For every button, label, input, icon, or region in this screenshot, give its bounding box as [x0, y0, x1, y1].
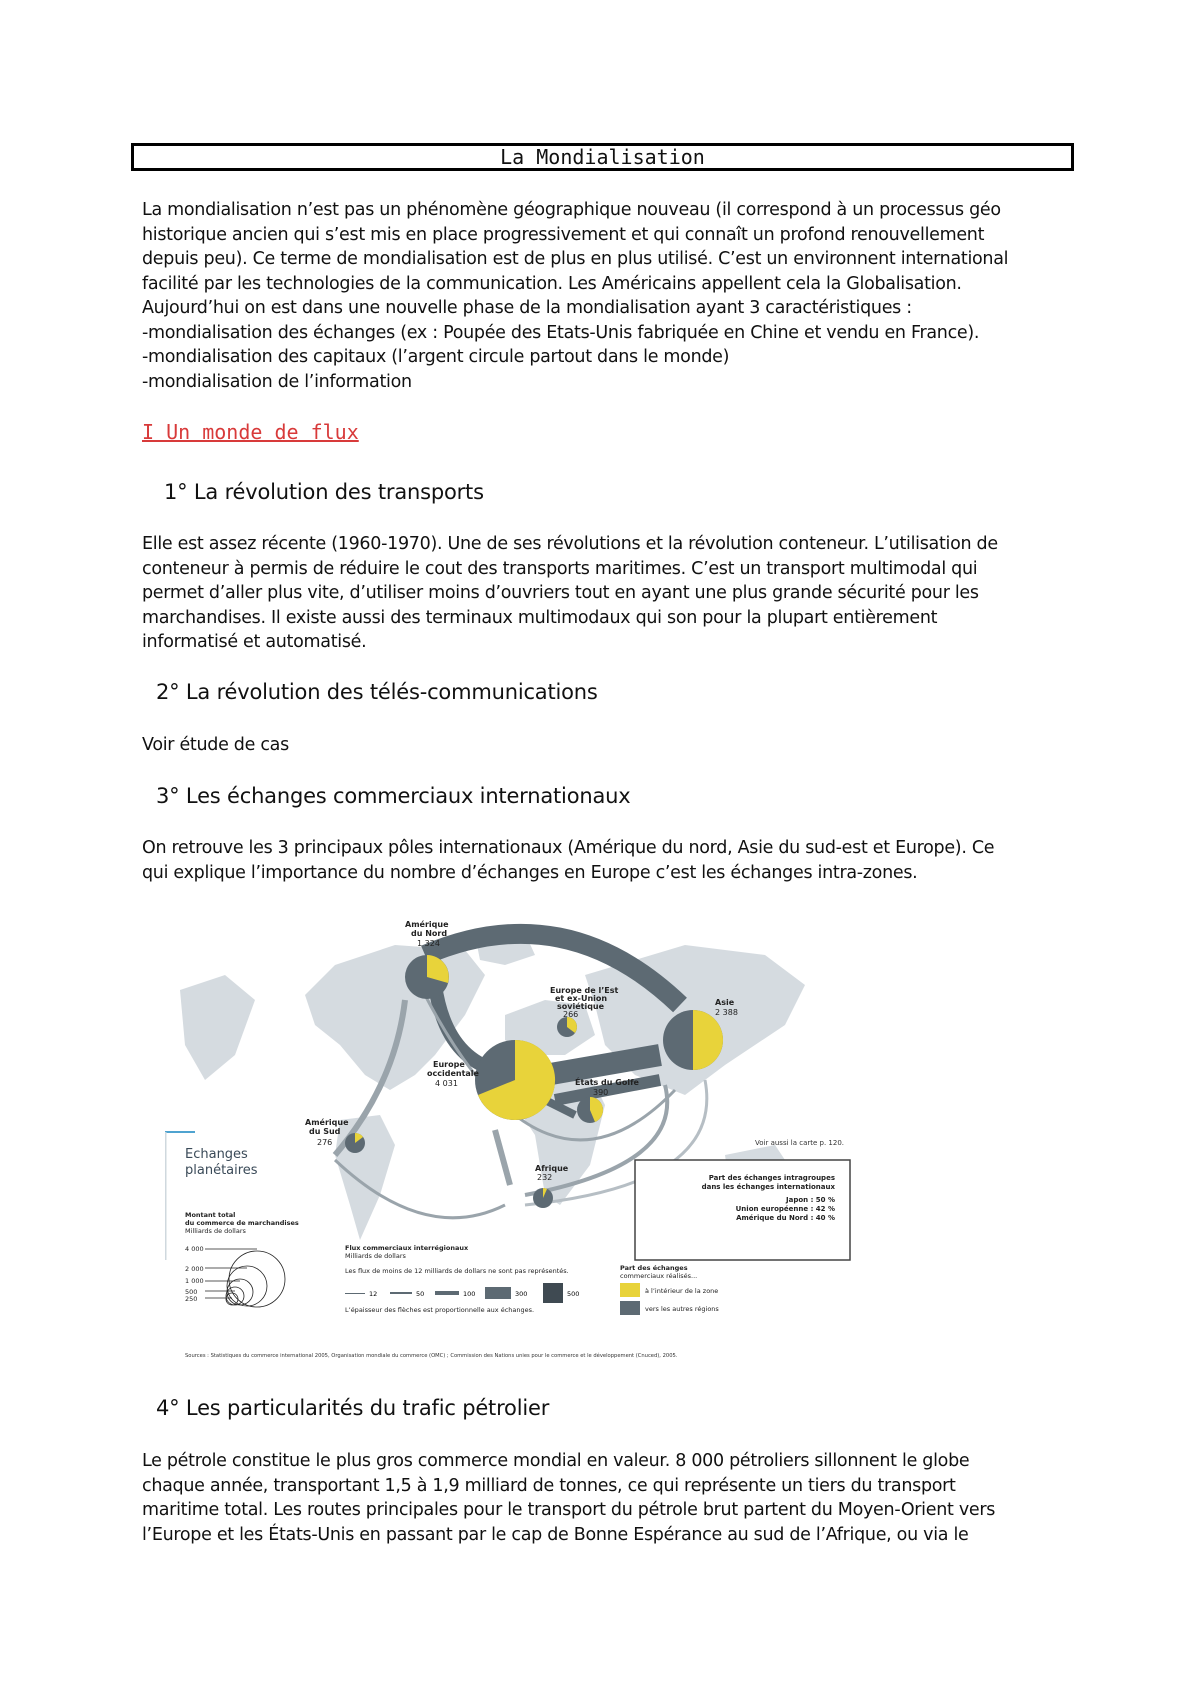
value-easteurope: 266: [563, 1010, 579, 1019]
map-title-line1: Echanges: [185, 1147, 248, 1162]
pie-gulf: [577, 1097, 603, 1123]
flow-europe-africa: [495, 1130, 510, 1185]
text-line: Aujourd’hui on est dans une nouvelle phase de la mondialisation ayant 3 caractéristiques :: [142, 298, 912, 318]
land-south-america: [335, 1115, 395, 1240]
transports-paragraph: [142, 532, 1072, 655]
text-line: -mondialisation des capitaux (l’argent circule partout dans le monde): [142, 347, 730, 367]
map-title-line2: planétaires: [185, 1163, 258, 1178]
flux-scale-50: 50: [416, 1290, 425, 1298]
value-asia: 2 388: [715, 1008, 738, 1017]
share-inside-label: à l’intérieur de la zone: [645, 1287, 719, 1295]
text-line: historique ancien qui s’est mis en place progressivement et qui connaît un profond renouvellement: [142, 224, 985, 245]
share-legend: [620, 1264, 719, 1315]
flux-scale: [345, 1283, 579, 1303]
text-line: marchandises. Il existe aussi des terminaux multimodaux qui son pour la plupart entièrement: [142, 607, 938, 628]
text-line: qui explique l’importance du nombre d’échanges en Europe c’est les échanges intra-zones.: [142, 862, 918, 883]
text-line: chaque année, transportant 1,5 à 1,9 milliard de tonnes, ce qui représente un tiers du transport: [142, 1475, 956, 1496]
intro-paragraph: [142, 198, 1072, 394]
pie-africa: [533, 1188, 553, 1208]
pie-asia: [663, 1010, 723, 1070]
intragroup-japon: Japon : 50 %: [786, 1196, 835, 1204]
text-line: Le pétrole constitue le plus gros commerce mondial en valeur. 8 000 pétroliers sillonnent le globe: [142, 1451, 970, 1471]
label-southamerica-1: Amérique: [305, 1118, 349, 1127]
total-unit: Milliards de dollars: [185, 1227, 246, 1235]
scale-500: 500: [185, 1288, 198, 1296]
echanges-paragraph: [142, 836, 1072, 885]
text-line: On retrouve les 3 principaux pôles internationaux (Amérique du nord, Asie du sud-est et Europe). Ce: [142, 838, 995, 858]
text-line: informatisé et automatisé.: [142, 632, 367, 652]
telecom-paragraph: [142, 733, 1072, 758]
flux-title: Flux commerciaux interrégionaux: [345, 1244, 469, 1252]
label-westerneurope-1: Europe: [433, 1060, 465, 1069]
total-legend: [185, 1211, 299, 1303]
text-line: l’Europe et les États-Unis en passant par le cap de Bonne Espérance au sud de l’Afrique, ou via le: [142, 1524, 969, 1545]
text-line: La mondialisation n’est pas un phénomène géographique nouveau (il correspond à un processus géo: [142, 200, 1001, 220]
scale-4000: 4 000: [185, 1245, 204, 1253]
value-northamerica: 1 324: [417, 939, 440, 948]
text-line: depuis peu). Ce terme de mondialisation est de plus en plus utilisé. C’est un environnent international: [142, 249, 1009, 269]
trade-flow-map: [165, 905, 865, 1370]
flux-note: Les flux de moins de 12 milliards de dollars ne sont pas représentés.: [345, 1267, 569, 1275]
value-gulf: 390: [593, 1088, 609, 1097]
share-other-label: vers les autres régions: [645, 1305, 719, 1313]
section-title: I Un monde de flux: [142, 420, 359, 444]
flux-legend: [345, 1244, 569, 1314]
swatch-inside: [620, 1283, 640, 1297]
map-source: Sources : Statistiques du commerce international 2005, Organisation mondiale du commerce (OMC) ; Commission des Nations unies pour le commerce et le développement (Cnuced), 2005.: [185, 1353, 678, 1359]
total-title-2: du commerce de marchandises: [185, 1219, 299, 1227]
petrole-paragraph: [142, 1449, 1072, 1547]
subsection-title-telecom: 2° La révolution des télés-communications: [156, 680, 598, 704]
land-far-west: [180, 975, 255, 1080]
pie-northamerica: [405, 955, 449, 999]
label-westerneurope-2: occidentale: [427, 1069, 479, 1078]
total-title-1: Montant total: [185, 1211, 236, 1219]
subsection-title-transports: 1° La révolution des transports: [164, 480, 484, 504]
label-gulf: États du Golfe: [575, 1078, 639, 1087]
subsection-title-petrole: 4° Les particularités du trafic pétrolier: [156, 1396, 550, 1420]
intragroup-title-2: dans les échanges internationaux: [701, 1183, 835, 1191]
document-title: La Mondialisation: [131, 143, 1074, 171]
text-line: permet d’aller plus vite, d’utiliser moins d’ouvriers tout en ayant une plus grande sécurité pour les: [142, 583, 979, 603]
scale-1000: 1 000: [185, 1277, 204, 1285]
flux-scale-500: 500: [567, 1290, 580, 1298]
intragroup-na: Amérique du Nord : 40 %: [736, 1214, 835, 1222]
label-northamerica-1: Amérique: [405, 920, 449, 929]
label-asia: Asie: [715, 998, 735, 1007]
flux-scale-300: 300: [515, 1290, 528, 1298]
intragroup-ue: Union européenne : 42 %: [735, 1205, 835, 1213]
value-southamerica: 276: [317, 1138, 333, 1147]
share-title-1: Part des échanges: [620, 1264, 688, 1272]
pie-westerneurope: [475, 1040, 555, 1120]
text-line: -mondialisation des échanges (ex : Poupée des Etats-Unis fabriquée en Chine et vendu en France).: [142, 322, 980, 343]
label-easteurope-1: Europe de l’Est: [550, 986, 619, 995]
label-easteurope-2: et ex-Union: [555, 994, 608, 1003]
flux-unit: Milliards de dollars: [345, 1252, 406, 1260]
label-southamerica-2: du Sud: [309, 1127, 341, 1136]
text-line: Voir étude de cas: [142, 735, 289, 755]
intragroup-title-1: Part des échanges intragroupes: [708, 1174, 835, 1182]
total-circles: [205, 1249, 285, 1307]
pie-southamerica: [345, 1133, 365, 1153]
scale-2000: 2 000: [185, 1265, 204, 1273]
flux-note-2: L’épaisseur des flèches est proportionnelle aux échanges.: [345, 1306, 535, 1314]
map-graphic: [165, 905, 865, 1370]
swatch-other: [620, 1301, 640, 1315]
value-westerneurope: 4 031: [435, 1079, 458, 1088]
text-line: maritime total. Les routes principales pour le transport du pétrole brut partent du Moyen-Orient vers: [142, 1500, 996, 1520]
label-northamerica-2: du Nord: [411, 929, 448, 938]
flux-scale-12: 12: [369, 1290, 378, 1298]
see-also-note: Voir aussi la carte p. 120.: [755, 1139, 844, 1147]
text-line: Elle est assez récente (1960-1970). Une de ses révolutions et la révolution conteneur. L’utilisation de: [142, 534, 998, 554]
pie-easteurope: [557, 1017, 577, 1037]
scale-250: 250: [185, 1295, 198, 1303]
text-line: facilité par les technologies de la communication. Les Américains appellent cela la Globalisation.: [142, 273, 962, 294]
text-line: -mondialisation de l’information: [142, 371, 412, 392]
label-africa: Afrique: [535, 1164, 569, 1173]
flux-scale-100: 100: [463, 1290, 476, 1298]
share-title-2: commerciaux réalisés...: [620, 1272, 698, 1280]
text-line: conteneur à permis de réduire le cout des transports maritimes. C’est un transport multimodal qui: [142, 558, 978, 579]
value-africa: 232: [537, 1173, 553, 1182]
label-easteurope-3: soviétique: [557, 1002, 605, 1011]
subsection-title-echanges: 3° Les échanges commerciaux internationaux: [156, 784, 631, 808]
